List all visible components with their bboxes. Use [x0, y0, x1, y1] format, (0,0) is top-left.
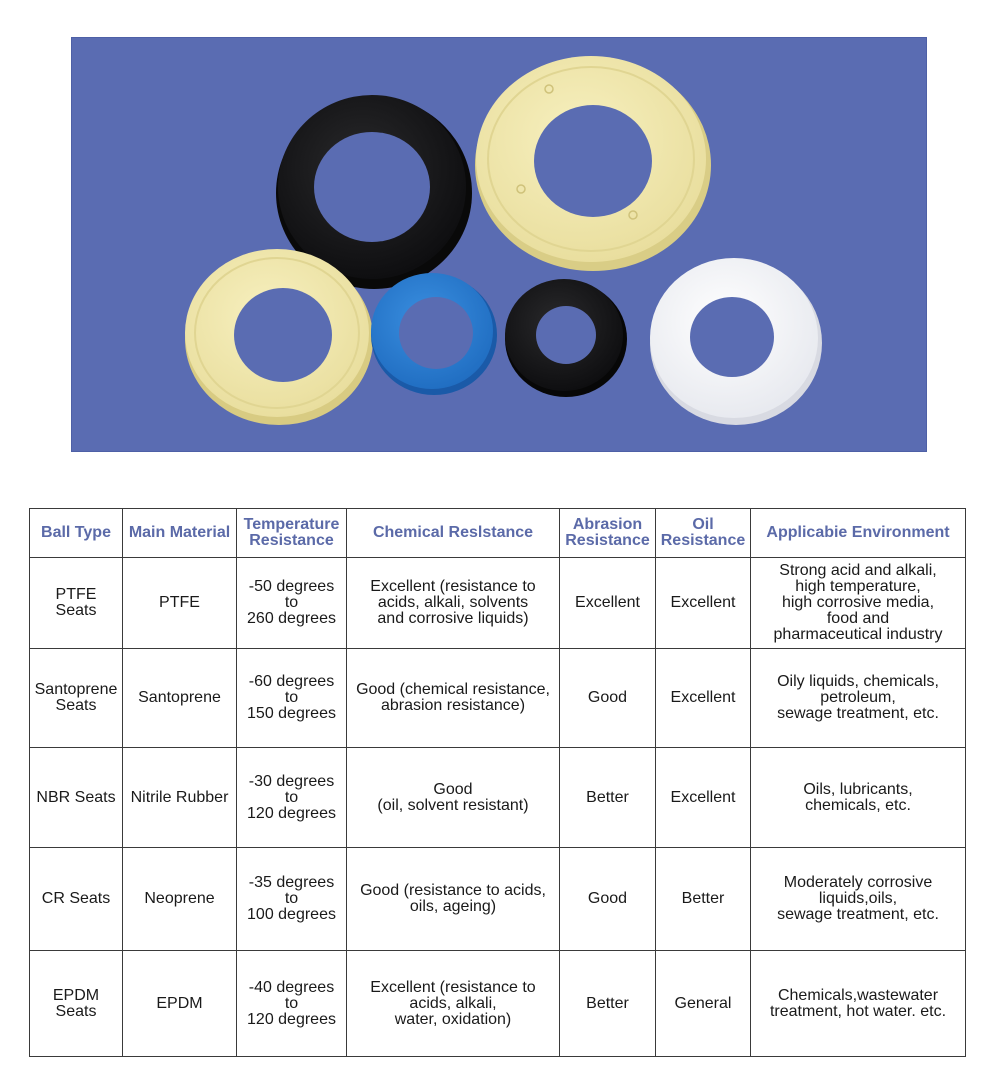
- cell-oil: Excellent: [656, 748, 751, 848]
- cell-temperature: -35 degrees to 100 degrees: [237, 848, 347, 951]
- cell-oil: Better: [656, 848, 751, 951]
- header-chemical-resistance: Chemical Reslstance: [347, 509, 560, 558]
- header-main-material: Main Material: [123, 509, 237, 558]
- header-temperature-resistance: Temperature Resistance: [237, 509, 347, 558]
- cell-temperature: -40 degrees to 120 degrees: [237, 951, 347, 1057]
- blue-ring: [371, 273, 497, 395]
- header-applicable-environment: Applicabie Environment: [751, 509, 966, 558]
- table-row: [30, 848, 966, 951]
- white-ring: [650, 258, 822, 425]
- cell-chemical: Good (chemical resistance, abrasion resistance): [347, 649, 560, 748]
- cell-main-material: PTFE: [123, 558, 237, 649]
- header-abrasion-resistance: Abrasion Resistance: [560, 509, 656, 558]
- cell-main-material: Nitrile Rubber: [123, 748, 237, 848]
- table-row: [30, 649, 966, 748]
- cell-temperature: -60 degrees to 150 degrees: [237, 649, 347, 748]
- product-photo: [71, 37, 927, 452]
- cell-temperature: -30 degrees to 120 degrees: [237, 748, 347, 848]
- table-row: [30, 951, 966, 1057]
- cell-environment: Strong acid and alkali, high temperature, high corrosive media, food and pharmaceutical industry: [751, 558, 966, 649]
- cell-ball-type: PTFE Seats: [30, 558, 123, 649]
- cell-ball-type: Santoprene Seats: [30, 649, 123, 748]
- cell-abrasion: Excellent: [560, 558, 656, 649]
- cell-chemical: Good (oil, solvent resistant): [347, 748, 560, 848]
- cell-main-material: EPDM: [123, 951, 237, 1057]
- cell-environment: Oily liquids, chemicals, petroleum, sewage treatment, etc.: [751, 649, 966, 748]
- table-row: [30, 558, 966, 649]
- cell-abrasion: Better: [560, 748, 656, 848]
- cell-ball-type: NBR Seats: [30, 748, 123, 848]
- cream-ring-large: [475, 56, 711, 271]
- cell-main-material: Santoprene: [123, 649, 237, 748]
- header-oil-resistance: Oil Resistance: [656, 509, 751, 558]
- table-header-row: [30, 509, 966, 558]
- cell-ball-type: EPDM Seats: [30, 951, 123, 1057]
- cell-oil: Excellent: [656, 649, 751, 748]
- table-row: [30, 748, 966, 848]
- cell-temperature: -50 degrees to 260 degrees: [237, 558, 347, 649]
- seat-rings-illustration: [71, 37, 927, 452]
- cell-abrasion: Good: [560, 848, 656, 951]
- header-ball-type: Ball Type: [30, 509, 123, 558]
- cell-chemical: Good (resistance to acids, oils, ageing): [347, 848, 560, 951]
- cell-environment: Moderately corrosive liquids,oils, sewage treatment, etc.: [751, 848, 966, 951]
- cell-oil: Excellent: [656, 558, 751, 649]
- cell-chemical: Excellent (resistance to acids, alkali, water, oxidation): [347, 951, 560, 1057]
- cell-abrasion: Better: [560, 951, 656, 1057]
- cell-environment: Chemicals,wastewater treatment, hot water. etc.: [751, 951, 966, 1057]
- black-ring-small: [505, 279, 627, 397]
- seat-material-table: [29, 508, 966, 1057]
- cell-environment: Oils, lubricants, chemicals, etc.: [751, 748, 966, 848]
- cell-ball-type: CR Seats: [30, 848, 123, 951]
- cell-chemical: Excellent (resistance to acids, alkali, solvents and corrosive liquids): [347, 558, 560, 649]
- cell-abrasion: Good: [560, 649, 656, 748]
- cell-main-material: Neoprene: [123, 848, 237, 951]
- cell-oil: General: [656, 951, 751, 1057]
